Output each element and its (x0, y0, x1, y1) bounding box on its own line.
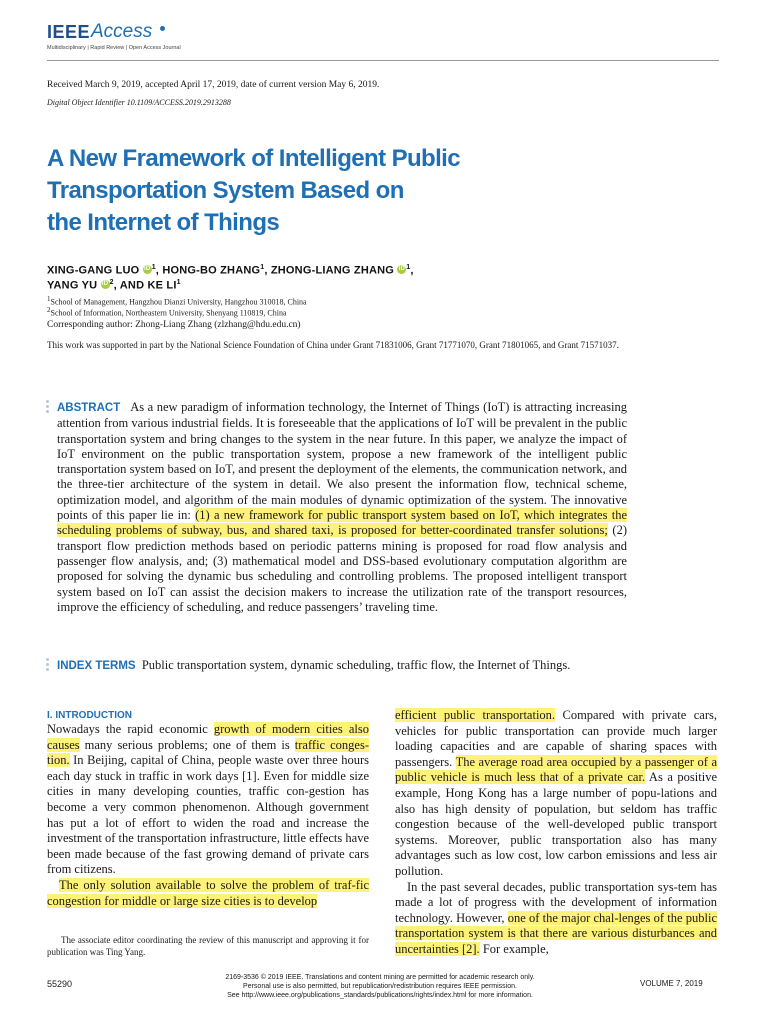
abstract-marker-icon (46, 400, 50, 415)
paragraph (395, 880, 717, 958)
ieee-logo: IEEE (47, 22, 91, 42)
author-name: XING-GANG LUO (47, 264, 140, 277)
editor-footnote: The associate editor coordinating the review of this manuscript and approving it for publication was Ting Yang. (47, 935, 369, 957)
author-name: YANG YU (47, 279, 98, 292)
received-dates: Received March 9, 2019, accepted April 17, 2019, date of current version May 6, 2019. (47, 80, 380, 90)
index-terms-text: Public transportation system, dynamic scheduling, traffic flow, the Internet of Things. (141, 658, 571, 672)
copyright-notice (190, 973, 570, 1000)
index-terms-marker-icon (46, 658, 50, 673)
author-list-line-1: XING-GANG LUO $iD^1$, HONG-BO ZHANG$^1$, ZHONG-LIANG ZHANG $iD^1$, (47, 264, 414, 277)
orcid-icon[interactable]: iD (398, 265, 405, 272)
affiliation-number: 1 (47, 295, 51, 303)
logo-dot-icon (160, 26, 165, 31)
author-affiliation-ref: 1 (260, 264, 265, 271)
highlight: The only solution available to solve the problem of traf-fic congestion for middle or large size cities is to develop (47, 877, 369, 908)
copyright-line: Personal use is also permitted, but republication/redistribution requires IEEE permission. (243, 983, 517, 990)
body-text: In the past several decades, public transportation sys-tem has made a lot of progress with the development of information technology. However, (395, 879, 717, 925)
author-affiliation-ref: 2 (109, 279, 114, 286)
author-affiliation-ref: 1 (406, 264, 411, 271)
highlight: The average road area occupied by a passenger of a public vehicle is much less that of a private car. (395, 754, 717, 785)
affiliation-text: School of Management, Hangzhou Dianzi University, Hangzhou 310018, China (50, 297, 307, 307)
abstract (57, 400, 627, 615)
access-logo: Access (91, 21, 153, 42)
orcid-icon[interactable]: iD (144, 265, 151, 272)
affiliation-text: School of Information, Northeastern University, Shenyang 110819, China (50, 308, 287, 318)
abstract-highlight: (1) a new framework for public transport system based on IoT, which integrates the scheduling problems of subway, bus, and shared taxi, is proposed for better-coordinated transfer solutions; (57, 508, 627, 538)
body-text: For example, (479, 941, 549, 956)
abstract-text: As a new paradigm of information technology, the Internet of Things (IoT) is attracting increasing attention from various industrial fields. It is foreseeable that the applications of IoT will be prevalent in the public transportation system and bring changes to the system in the near future. In this paper, we analyze the impact of IoT environment on the public transportation system, propose a new framework of the intelligent public transportation system based on IoT, and present the deployment of the elements, the communication network, and the three-tier architecture of the system in detail. We also present the information flow, technical scheme, optimization model, and algorithm of the main modules of dynamic optimization of the system. The innovative points of this paper lie in: (57, 400, 628, 523)
header-divider (47, 60, 719, 61)
affiliation-number: 2 (47, 306, 51, 314)
journal-tagline: Multidisciplinary | Rapid Review | Open Access Journal (47, 45, 181, 51)
left-column (47, 722, 369, 909)
highlight: one of the major chal-lenges of the public transportation system is that there are various disturbances and uncertainties [2]. (395, 910, 717, 956)
author-name: AND KE LI (119, 279, 177, 292)
title-line-2: Transportation System Based on (47, 177, 404, 204)
author-list-line-2: YANG YU $iD^2$, AND KE $LI^1$ (47, 279, 181, 292)
body-text: many serious problems; one of them is (79, 737, 295, 752)
abstract-label: ABSTRACT (57, 402, 121, 414)
body-text: As a positive example, Hong Kong has a large number of popu-lations and also has high density of population, but seldom has traffic congestion because of the well-developed public transport systems. Moreover, public transportation also has many advantages such as low cost, low carbon emissions and less air pollution. (395, 770, 717, 878)
author-name: ZHONG-LIANG ZHANG (270, 264, 395, 277)
title-line-3: the Internet of Things (47, 209, 280, 236)
volume-label: VOLUME 7, 2019 (640, 979, 703, 988)
author-name: HONG-BO ZHANG (162, 264, 261, 277)
rights-link[interactable]: See http://www.ieee.org/publications_standards/publications/rights/index.html for more information. (227, 992, 533, 999)
copyright-line: 2169-3536 © 2019 IEEE. Translations and content mining are permitted for academic research only. (225, 974, 535, 981)
affiliation-1 (47, 295, 307, 307)
author-affiliation-ref: 1 (151, 264, 156, 271)
paragraph (47, 878, 369, 909)
section-heading-introduction: I. INTRODUCTION (47, 710, 132, 721)
paragraph (47, 722, 369, 878)
index-terms-label: INDEX TERMS (57, 660, 136, 672)
corresponding-author: Corresponding author: Zhong-Liang Zhang (zlzhang@hdu.edu.cn) (47, 320, 301, 330)
affiliation-2 (47, 306, 287, 318)
highlight: efficient public transportation. (395, 708, 556, 722)
page-number: 55290 (47, 979, 73, 989)
index-terms (57, 658, 657, 673)
highlight: growth of modern cities also causes (47, 722, 369, 752)
body-text: Nowadays the rapid economic (47, 722, 214, 736)
title-line-1: A New Framework of Intelligent Public (47, 145, 460, 172)
body-text: In Beijing, capital of China, people waste over three hours each day stuck in traffic in work days [1]. Even for middle size cities in many developing counties, traffic con-gestion has become a very common phenomenon. Although government has put a lot of effort to widen the road and increase the investment of the transportation infrastructure, little effects have been made because of the fast growing demand of private cars from citizens. (47, 753, 369, 877)
orcid-icon[interactable]: iD (101, 280, 109, 287)
highlight: traffic conges-tion. (47, 737, 369, 768)
right-column (395, 708, 717, 958)
paragraph (395, 708, 717, 880)
author-affiliation-ref: 1 (176, 279, 181, 286)
funding-statement: This work was supported in part by the National Science Foundation of China under Grant 71831006, Grant 71771070, Grant 71801065, and Grant 71571037. (47, 340, 619, 350)
doi-line[interactable]: Digital Object Identifier 10.1109/ACCESS.2019.2913288 (47, 98, 231, 107)
paper-title (47, 143, 547, 239)
abstract-text: (2) transport flow prediction methods based on periodic patterns mining is proposed for road flow analysis and passenger flow analysis, and; (3) mathematical model and DSS-based evolutionary computation algorithm are proposed for solving the dynamic bus scheduling and controlling problems. The proposed intelligent transport system based on IoT can assist the decision makers to increase the utilization rate of the transport resources, improve the efficiency of scheduling, and reduce passengers’ traveling time. (57, 523, 627, 614)
body-text: Compared with private cars, vehicles for public transportation can provide much larger loading capacities and are capable of sharing spaces with passengers. (395, 708, 717, 769)
